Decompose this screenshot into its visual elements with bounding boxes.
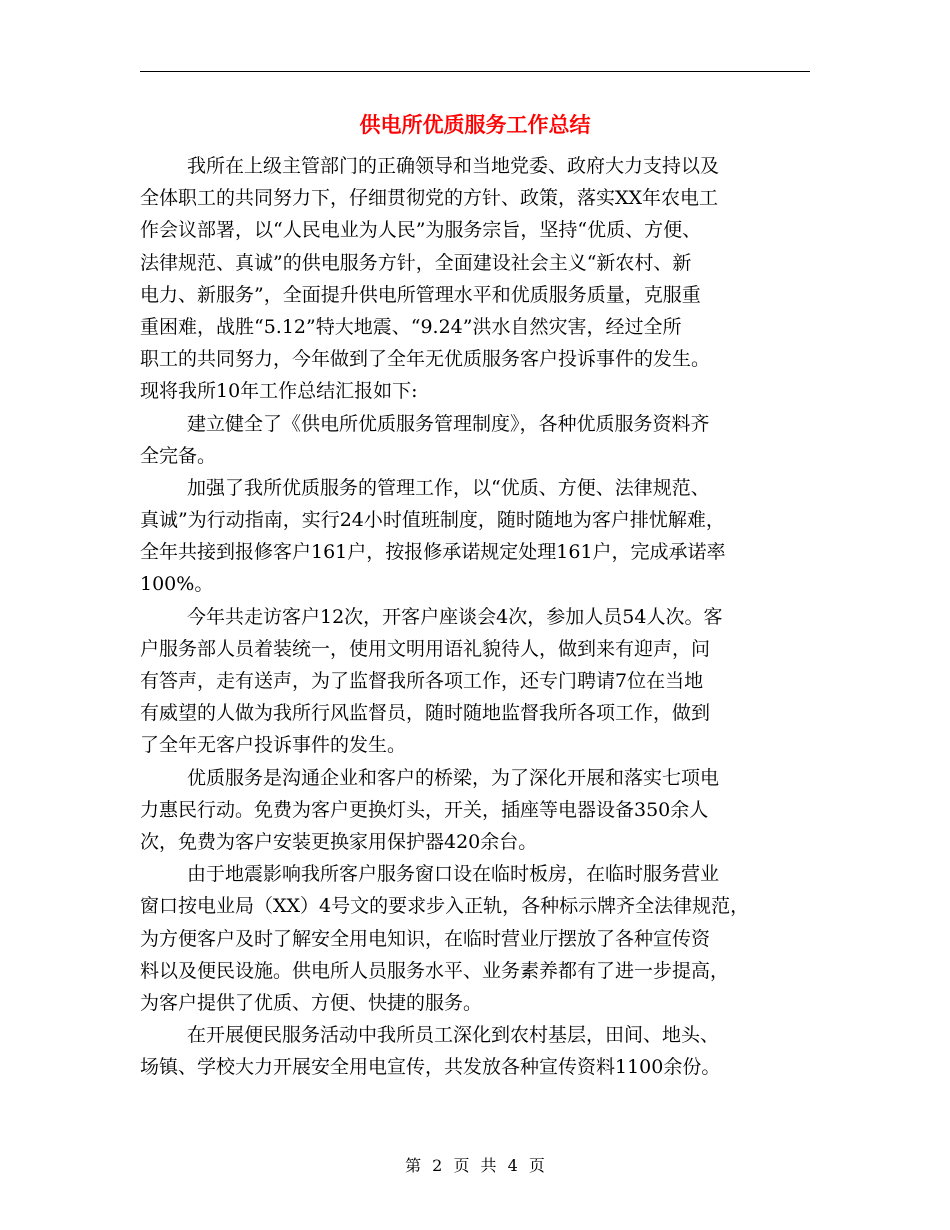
body-line: 真诚”为行动指南，实行24小时值班制度，随时随地为客户排忧解难， (140, 509, 725, 532)
body-line: 优质服务是沟通企业和客户的桥梁，为了深化开展和落实七项电 (187, 766, 720, 789)
body-line: 为方便客户及时了解安全用电知识，在临时营业厅摆放了各种宣传资 (140, 927, 711, 950)
body-line: 有威望的人做为我所行风监督员，随时随地监督我所各项工作，做到 (140, 702, 711, 725)
body-line: 料以及便民设施。供电所人员服务水平、业务素养都有了进一步提高， (140, 959, 730, 982)
body-line: 全年共接到报修客户161户，按报修承诺规定处理161户，完成承诺率 (140, 541, 726, 564)
body-line: 全体职工的共同努力下，仔细贯彻党的方针、政策，落实XX年农电工 (140, 187, 719, 210)
document-title: 供电所优质服务工作总结 (359, 113, 591, 137)
body-line: 作会议部署，以“人民电业为人民”为服务宗旨，坚持“优质、方便、 (140, 219, 702, 242)
body-line: 由于地震影响我所客户服务窗口设在临时板房，在临时服务营业 (187, 863, 720, 886)
body-line: 了全年无客户投诉事件的发生。 (140, 734, 407, 757)
body-line: 户服务部人员着装统一，使用文明用语礼貌待人，做到来有迎声，问 (140, 637, 711, 660)
body-line: 窗口按电业局（XX）4号文的要求步入正轨，各种标示牌齐全法律规范， (140, 895, 750, 918)
body-line: 重困难，战胜“5.12”特大地震、“9.24”洪水自然灾害，经过全所 (140, 315, 682, 338)
body-line: 场镇、学校大力开展安全用电宣传，共发放各种宣传资料1100余份。 (140, 1056, 721, 1079)
body-line: 100%。 (140, 573, 214, 596)
body-line: 为客户提供了优质、方便、快捷的服务。 (140, 991, 483, 1014)
body-line: 力惠民行动。免费为客户更换灯头，开关，插座等电器设备350余人 (140, 798, 709, 821)
body-line: 在开展便民服务活动中我所员工深化到农村基层，田间、地头、 (187, 1024, 720, 1047)
body-line: 有答声，走有送声，为了监督我所各项工作，还专门聘请7位在当地 (140, 670, 704, 692)
body-line: 次，免费为客户安装更换家用保护器420余台。 (140, 830, 538, 853)
body-line: 法律规范、真诚”的供电服务方针，全面建设社会主义“新农村、新 (140, 251, 692, 274)
body-line: 我所在上级主管部门的正确领导和当地党委、政府大力支持以及 (187, 155, 720, 177)
body-line: 加强了我所优质服务的管理工作，以“优质、方便、法律规范、 (187, 476, 710, 499)
document-body (140, 150, 810, 1083)
body-line: 电力、新服务”，全面提升供电所管理水平和优质服务质量，克服重 (140, 283, 701, 306)
page-number-footer: 第 2 页 共 4 页 (405, 1156, 545, 1175)
body-line: 今年共走访客户12次，开客户座谈会4次，参加人员54人次。客 (187, 605, 723, 628)
header-rule (140, 71, 810, 72)
body-line: 全完备。 (140, 444, 217, 467)
body-line: 职工的共同努力，今年做到了全年无优质服务客户投诉事件的发生。 (140, 348, 711, 371)
body-line: 现将我所10年工作总结汇报如下: (140, 380, 418, 403)
body-line: 建立健全了《供电所优质服务管理制度》，各种优质服务资料齐 (187, 412, 710, 435)
